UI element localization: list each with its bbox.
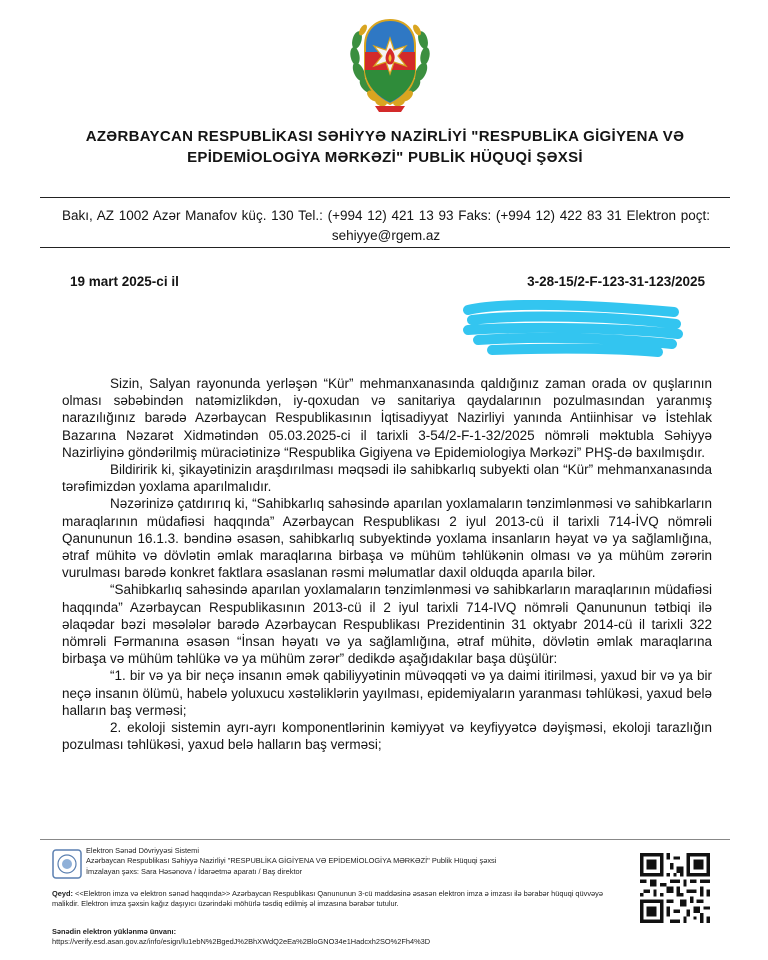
note-label: Qeyd:	[52, 889, 73, 898]
e-system-name: Elektron Sənəd Dövriyyəsi Sistemi	[86, 846, 199, 855]
organization-address: Bakı, AZ 1002 Azər Manafov küç. 130 Tel.: (+994 12) 421 13 93 Faks: (+994 12) 422 83 31 Elektron poçt: sehiyye@rgem.az	[62, 208, 710, 243]
body-paragraph: 2. ekoloji sistemin ayrı-ayrı komponentlərinin kəmiyyət və keyfiyyətcə dəyişməsi, ekoloji tarazlığın pozulması təhlükəsi, yaxud belə halların baş verməsi;	[62, 720, 712, 753]
body-paragraph: Bildiririk ki, şikayətinizin araşdırılması məqsədi ilə sahibkarlıq subyekti olan “Kür” mehmanxanasında tərəfimizdən yoxlama aparılmalıdır.	[62, 462, 712, 495]
verify-url-link[interactable]: https://verify.esd.asan.gov.az/info/esign/lu1ebN%2BgedJ%2BhXWdQ2eEa%2BloGNO34e1Hadcxh2SO%2Fh4%3D	[52, 937, 431, 947]
document-header-title: AZƏRBAYCAN RESPUBLİKASI SƏHİYYƏ NAZİRLİYİ "RESPUBLİKA GİGİYENA VƏ EPİDEMİOLOGİYA MƏRKƏZİ" PUBLİK HÜQUQİ ŞƏXSİ	[85, 128, 685, 166]
verify-label: Sənədin elektron yüklənmə ünvanı:	[52, 927, 177, 936]
e-document-seal-icon	[52, 849, 82, 879]
document-date: 19 mart 2025-ci il	[70, 274, 179, 289]
footer-divider	[40, 839, 730, 840]
letter-body	[62, 375, 712, 753]
qr-code-icon	[640, 853, 710, 923]
document-number: 3-28-15/2-F-123-31-123/2025	[527, 274, 705, 289]
body-paragraph: Nəzərinizə çatdırırıq ki, “Sahibkarlıq sahəsində aparılan yoxlamaların tənzimlənməsi və sahibkarların maraqlarının müdafiəsi haqqında” Azərbaycan Respublikası 2 iyul 2013-cü il tarixli 714-İVQ nömrəli Qanununun 16.1.3. bəndinə əsasən, sahibkarlıq subyektində yoxlama insanların həyat və ya sağlamlığına, ətraf mühitə və dövlətin əmlak maraqlarına birbaşa və mühüm təhlükənin olması və ya mühüm zərərin vurulması barədə konkret faktlara əsaslanan rəsmi məlumatlar daxil olduqda aparıla bilər.	[62, 496, 712, 581]
body-paragraph: Sizin, Salyan rayonunda yerləşən “Kür” mehmanxanasında qaldığınız zaman orada ov quşlarının olması səbəbindən natəmizlikdən, iy-qoxudan və sanitariya qaydalarının pozulmasından yaranmış narazılığınız barədə Azərbaycan Respublikasının İqtisadiyyat Nazirliyi yanında Antiinhisar və İstehlak Bazarına Nəzarət Xidmətindən 05.03.2025-ci il tarixli 3-54/2-F-1-32/2025 nömrəli məktubla Səhiyyə Nazirliyinə göndərilmiş müraciətinizə “Respublika Gigiyena və Epidemiologiya Mərkəzi” PHŞ-də baxılmışdır.	[62, 376, 712, 460]
e-signature-note	[52, 889, 632, 910]
body-paragraph: “Sahibkarlıq sahəsində aparılan yoxlamaların tənzimlənməsi və sahibkarların maraqlarının müdafiəsi haqqında” Azərbaycan Respublikasının 2013-cü il 2 iyul tarixli 714-IVQ nömrəli Qanununun tətbiqi ilə əlaqədar bəzi məsələlər barədə Azərbaycan Respublikası Prezidentinin 31 oktyabr 2014-cü il tarixli 322 nömrəli Fərmanına əsasən “İnsan həyatı və ya sağlamlığına, ətraf mühitə, dövlətin əmlak maraqlarına birbaşa və mühüm təhlükə və ya mühüm zərər” dedikdə aşağıdakılar başa düşülür:	[62, 582, 712, 667]
e-signer-person: İmzalayan şəxs: Sara Həsənova / İdarəetmə aparatı / Baş direktor	[86, 866, 303, 876]
address-divider	[40, 247, 730, 248]
verification-block	[52, 927, 692, 948]
body-paragraph: “1. bir və ya bir neçə insanın əmək qabiliyyətinin müvəqqəti və ya daimi itirilməsi, yaxud bir və ya bir neçə insanın ölümü, habelə yoluxucu xəstəliklərin yayılması, epidemiyaların yaranması təhlükəsi, yaxud belə halların baş verməsi;	[62, 668, 712, 718]
e-signer-organization: Azərbaycan Respublikası Səhiyyə Nazirliyi "RESPUBLİKA GİGİYENA VƏ EPİDEMİOLOGİYA MƏRKƏZİ" Publik Hüquqi şəxsi	[86, 856, 497, 866]
header-divider	[40, 197, 730, 198]
state-emblem-icon	[343, 12, 437, 114]
redaction-scribble	[462, 300, 684, 360]
note-text: <<Elektron imza və elektron sənəd haqqında>> Azərbaycan Respublikası Qanununun 3-cü maddəsinə əsasən elektron imza ə imzası ilə bərabər hüquqi qüvvəyə malikdir. Elektron imza şəxsin kağız daşıyıcı üzərindəki möhürlə təsdiq edilmiş əl imzasına bərabər tutulur.	[52, 889, 603, 909]
e-signature-block	[86, 846, 606, 877]
